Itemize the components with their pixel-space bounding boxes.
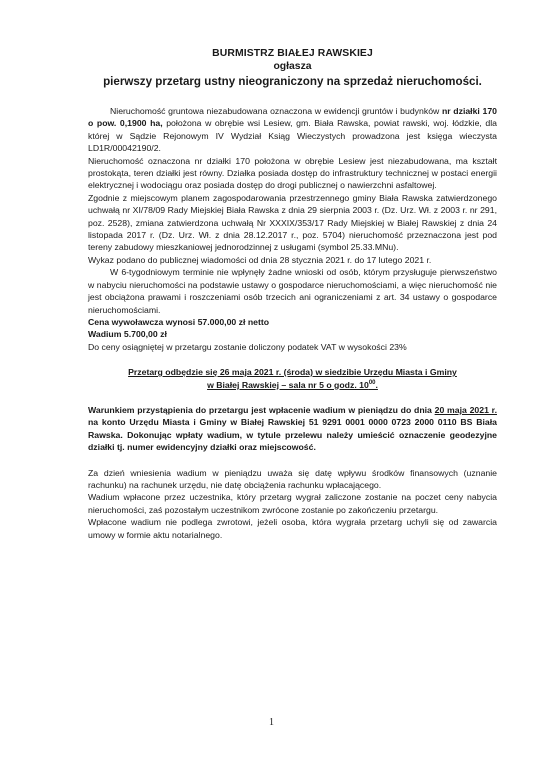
deposit-conditions: Warunkiem przystąpienia do przetargu jest wpłacenie wadium w pieniądzu do dnia 20 maja 2021 r. na konto Urzędu Miasta i Gminy w Białej Rawskiej 51 9291 0001 0000 0723 2000 0110 BS Biała Rawska. Dokonując wpłaty wadium, w tytule przelewu należy umieścić oznaczenie geodezyjne działki tj. numer ewidencyjny działki oraz miejscowość. <box>88 404 497 453</box>
publication-period: Wykaz podano do publicznej wiadomości od dnia 28 stycznia 2021 r. do 17 lutego 2021 r. <box>88 254 432 265</box>
announcement-header <box>88 48 497 88</box>
issuer-title: BURMISTRZ BIAŁEJ RAWSKIEJ <box>212 48 373 59</box>
page-number: 1 <box>269 717 274 728</box>
priority-rights: W 6-tygodniowym terminie nie wpłynęły żadne wnioski od osób, którym przysługuje pierwszeństwo w nabyciu nieruchomości na podstawie ustawy o gospodarce nieruchomościami, a więc nieruchomość nie jest obciążona prawami i roszczeniami osób trzecich ani ograniczeniami z art. 34 ustawy o gospodarce nieruchomościami. <box>88 267 497 315</box>
deposit-forfeit: Wpłacone wadium nie podlega zwrotowi, jeżeli osoba, która wygrała przetarg uchyli się od zawarcia umowy w formie aktu notarialnego. <box>88 517 497 540</box>
auction-details <box>88 366 497 391</box>
deposit-deadline: 20 maja 2021 r. <box>434 404 497 415</box>
deposit-amount: Wadium 5.700,00 zł <box>88 329 167 340</box>
vat-note: Do ceny osiągniętej w przetargu zostanie doliczony podatek VAT w wysokości 23% <box>88 341 407 352</box>
starting-price: Cena wywoławcza wynosi 57.000,00 zł netto <box>88 316 270 327</box>
property-condition: Nieruchomość oznaczona nr działki 170 położona w obrębie Lesiew jest niezabudowana, ma kształt prostokąta, teren działki jest równy. Działka posiada dostęp do infrastruktury technicznej w postaci energii elektrycznej i wodociągu oraz posiada dostęp do drogi publicznej o nawierzchni asfaltowej. <box>88 155 497 191</box>
auction-date-line: Przetarg odbędzie się 26 maja 2021 r. (środa) w siedzibie Urzędu Miasta i Gminy <box>128 367 457 378</box>
parcel-number: nr działki 170 o pow. 0,1900 ha, <box>88 106 497 129</box>
announces-label: ogłasza <box>273 61 312 72</box>
announcement-body <box>88 105 497 541</box>
deposit-crediting: Wadium wpłacone przez uczestnika, który przetarg wygrał zaliczone zostanie na poczet ceny nabycia nieruchomości, zaś pozostałym uczestnikom zwrócone zostanie po zakończeniu przetargu. <box>88 492 497 515</box>
tender-title: pierwszy przetarg ustny nieograniczony na sprzedaż nieruchomości. <box>103 75 482 88</box>
property-description: Nieruchomość gruntowa niezabudowana oznaczona w ewidencji gruntów i budynków nr działki 170 o pow. 0,1900 ha, położona w obrębie wsi Lesiew, gm. Biała Rawska, powiat rawski, woj. łódzkie, dla której w Sądzie Rejonowym IV Wydział Ksiąg Wieczystych prowadzona jest księga wieczysta LD1R/00042190/2. <box>88 106 497 154</box>
auction-place-line: w Białej Rawskiej – sala nr 5 o godz. $10^{00}$. <box>207 379 378 390</box>
deposit-payment-date: Za dzień wniesienia wadium w pieniądzu uważa się datę wpływu środków finansowych (uznanie rachunku) na rachunek urzędu, nie datę obciążenia rachunku wpłacającego. <box>88 467 497 490</box>
zoning-plan: Zgodnie z miejscowym planem zagospodarowania przestrzennego gminy Biała Rawska zatwierdzonego uchwałą nr XI/78/09 Rady Miejskiej Biała Rawska z dnia 29 sierpnia 2003 r. (Dz. Urz. Wł. z 2003 r. nr 291, poz. 2528), zmiana zatwierdzona uchwałą Nr XXXIX/353/17 Rady Miejskiej w Białej Rawskiej z dnia 24 listopada 2017 r. (Dz. Urz. Wł. z dnia 28.12.2017 r., poz. 5704) nieruchomość przeznaczona jest pod tereny zabudowy mieszkaniowej jednorodzinnej z usługami (symbol 25.33.MNu). <box>88 192 497 253</box>
